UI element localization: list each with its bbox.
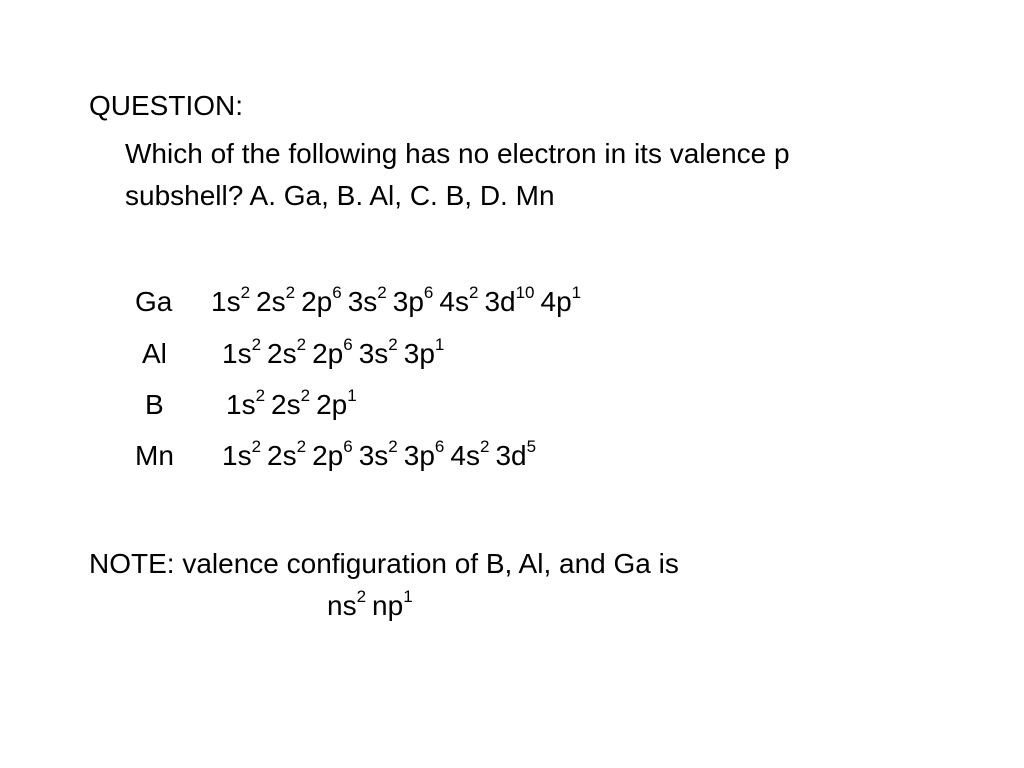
- orbital-list: [226, 385, 363, 425]
- note-text: NOTE: valence configuration of B, Al, and Ga is: [89, 548, 679, 579]
- orbital-name: np: [372, 590, 404, 621]
- electron-count: 2: [388, 334, 398, 354]
- electron-count: 2: [300, 385, 311, 405]
- orbital-term: [541, 282, 582, 322]
- orbital-term: [226, 385, 265, 425]
- orbital-name: 3s: [358, 338, 389, 369]
- electron-count: 2: [251, 334, 262, 354]
- orbital-name: 4p: [540, 286, 572, 317]
- orbital-term: [222, 436, 261, 476]
- note-valence-formula: [327, 586, 419, 622]
- orbital-name: 3p: [392, 286, 424, 317]
- orbital-name: 4s: [439, 286, 469, 317]
- orbital-term: [359, 334, 398, 374]
- orbital-name: 2p: [312, 338, 344, 369]
- orbital-name: 1s: [222, 440, 252, 471]
- electron-count: 6: [423, 282, 434, 302]
- orbital-term: [393, 282, 434, 322]
- orbital-name: 2p: [301, 286, 333, 317]
- electron-count: 2: [468, 282, 479, 302]
- orbital-term: [404, 334, 445, 374]
- electron-count: 1: [571, 282, 582, 302]
- orbital-name: 2s: [271, 389, 301, 420]
- electron-count: 10: [515, 282, 535, 302]
- orbital-name: 3d: [495, 440, 527, 471]
- orbital-name: 3s: [358, 440, 389, 471]
- orbital-term: [301, 282, 342, 322]
- orbital-name: ns: [327, 590, 357, 621]
- orbital-term: [372, 586, 413, 622]
- question-label: QUESTION:: [89, 90, 244, 121]
- orbital-term: [271, 385, 310, 425]
- electron-count: 1: [347, 385, 357, 405]
- electron-count: 1: [403, 586, 413, 606]
- orbital-name: 2p: [316, 389, 348, 420]
- orbital-list: [222, 334, 450, 374]
- electron-count: 2: [388, 436, 398, 456]
- orbital-term: [312, 334, 353, 374]
- electron-count: 2: [255, 385, 266, 405]
- orbital-term: [267, 436, 306, 476]
- orbital-name: 2s: [256, 286, 286, 317]
- electron-count: 2: [296, 334, 307, 354]
- question-text-line-1: Which of the following has no electron in its valence p: [125, 138, 790, 169]
- electron-count: 2: [377, 282, 387, 302]
- element-symbol: Ga: [135, 286, 173, 317]
- orbital-name: 3p: [403, 338, 435, 369]
- orbital-term: [327, 586, 367, 622]
- electron-count: 5: [526, 436, 537, 456]
- element-symbol: Mn: [135, 440, 174, 471]
- electron-count: 6: [434, 436, 445, 456]
- orbital-name: 4s: [450, 440, 480, 471]
- orbital-name: 2p: [312, 440, 344, 471]
- orbital-term: [316, 385, 357, 425]
- orbital-term: [267, 334, 306, 374]
- orbital-term: [211, 282, 250, 322]
- element-symbol: Al: [142, 338, 167, 369]
- electron-count: 2: [240, 282, 251, 302]
- orbital-name: 2s: [267, 338, 297, 369]
- element-symbol: B: [145, 389, 164, 420]
- orbital-term: [222, 334, 261, 374]
- electron-count: 6: [332, 282, 342, 302]
- orbital-term: [495, 436, 536, 476]
- orbital-list: [211, 282, 587, 322]
- orbital-term: [404, 436, 445, 476]
- orbital-name: 1s: [226, 389, 256, 420]
- orbital-name: 1s: [222, 338, 252, 369]
- electron-count: 2: [479, 436, 490, 456]
- electron-count: 2: [251, 436, 262, 456]
- orbital-name: 3d: [484, 286, 516, 317]
- orbital-name: 3p: [403, 440, 435, 471]
- orbital-name: 3s: [347, 286, 378, 317]
- orbital-term: [450, 436, 489, 476]
- question-text-line-2: subshell? A. Ga, B. Al, C. B, D. Mn: [125, 180, 555, 211]
- orbital-term: [348, 282, 387, 322]
- orbital-term: [484, 282, 534, 322]
- orbital-term: [256, 282, 295, 322]
- orbital-list: [222, 436, 542, 476]
- orbital-name: 1s: [211, 286, 241, 317]
- electron-count: 6: [343, 436, 353, 456]
- orbital-term: [439, 282, 478, 322]
- electron-count: 1: [434, 334, 445, 354]
- orbital-name: 2s: [267, 440, 297, 471]
- electron-count: 6: [343, 334, 353, 354]
- electron-count: 2: [296, 436, 307, 456]
- orbital-term: [312, 436, 353, 476]
- orbital-term: [359, 436, 398, 476]
- electron-count: 2: [285, 282, 296, 302]
- electron-count: 2: [356, 586, 367, 606]
